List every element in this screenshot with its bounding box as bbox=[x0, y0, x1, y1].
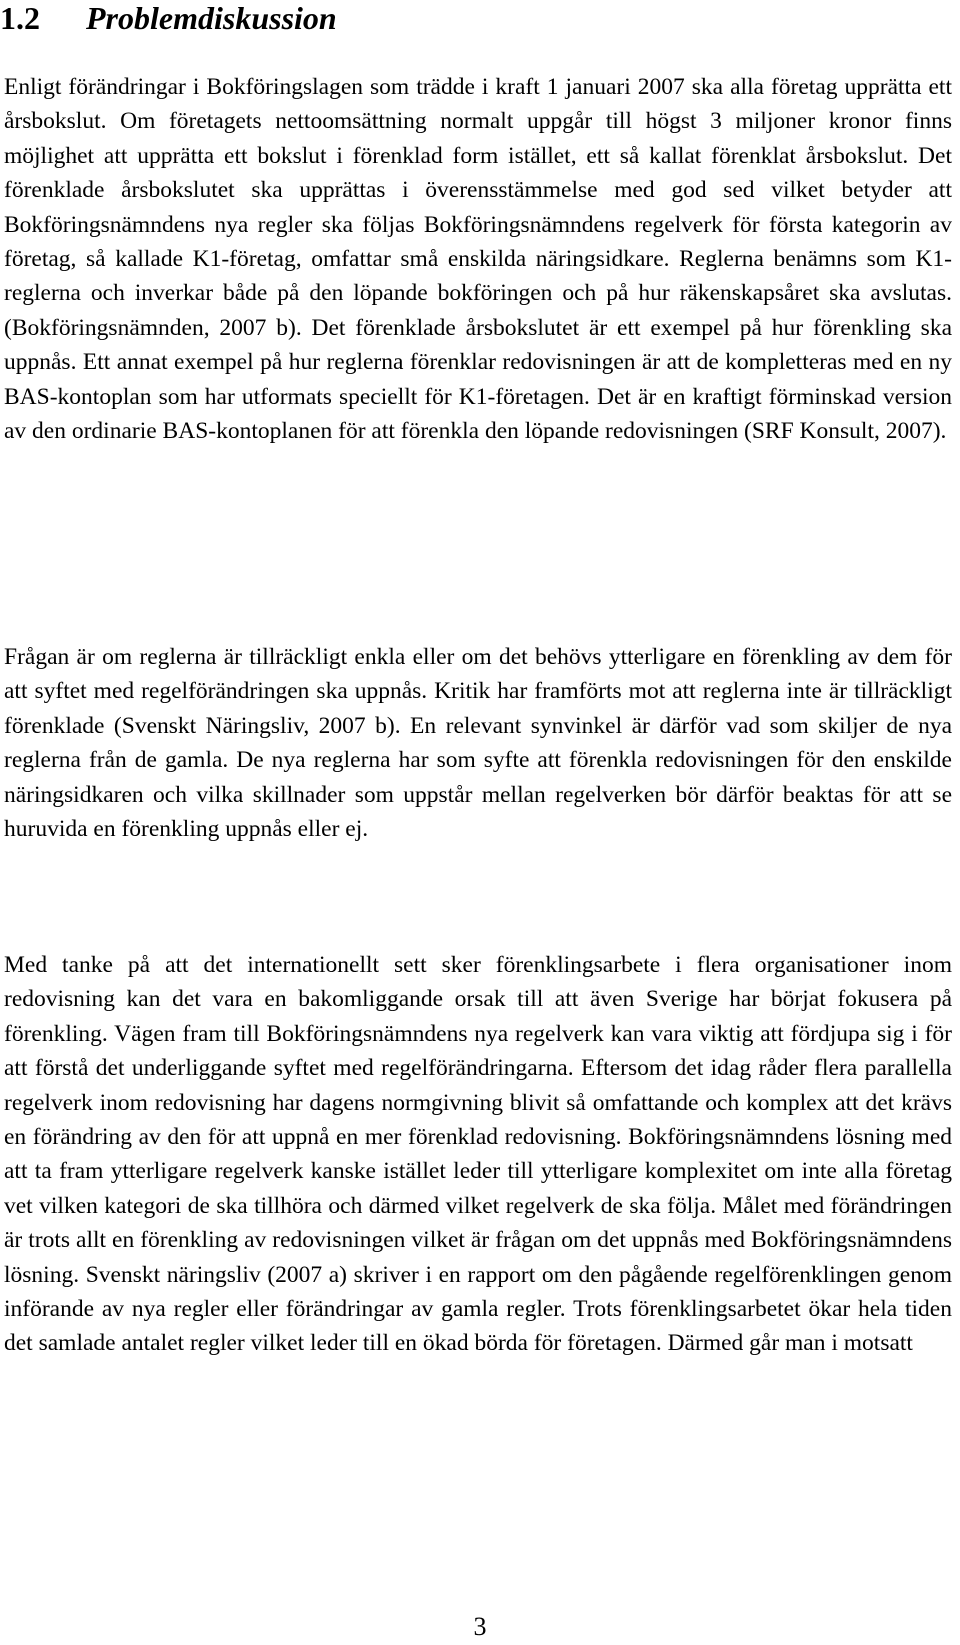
paragraph-1: Enligt förändringar i Bokföringslagen som trädde i kraft 1 januari 2007 ska alla företag upprätta ett årsbokslut. Om företagets nettoomsättning normalt uppgår till högst 3 miljoner kronor finns möjlighet att upprätta ett bokslut i förenklad form istället, ett så kallat förenklat årsbokslut. Det förenklade årsbokslutet ska upprättas i överensstämmelse med god sed vilket betyder att Bokföringsnämndens nya regler ska följas Bokföringsnämndens regelverk för första kategorin av företag, så kallade K1-företag, omfattar små enskilda näringsidkare. Reglerna benämns som K1-reglerna och inverkar både på den löpande bokföringen och på hur räkenskapsåret ska avslutas. (Bokföringsnämnden, 2007 b). Det förenklade årsbokslutet är ett exempel på hur förenkling ska uppnås. Ett annat exempel på hur reglerna förenklar redovisningen är att de kompletteras med en ny BAS-kontoplan som har utformats speciellt för K1-företagen. Det är en kraftigt förminskad version av den ordinarie BAS-kontoplanen för att förenkla den löpande redovisningen (SRF Konsult, 2007). bbox=[4, 74, 952, 445]
page-number: 3 bbox=[473, 1612, 487, 1641]
section-heading bbox=[0, 0, 337, 36]
paragraph-2: Frågan är om reglerna är tillräckligt enkla eller om det behövs ytterligare en förenkling av dem för att syftet med regelförändringen ska uppnås. Kritik har framförts mot att reglerna inte är tillräckligt förenklade (Svenskt Näringsliv, 2007 b). En relevant synvinkel är därför vad som skiljer de nya reglerna från de gamla. De nya reglerna har som syfte att förenkla redovisningen för den enskilde näringsidkaren och vilka skillnader som uppstår mellan regelverken bör därför beaktas för att se huruvida en förenkling uppnås eller ej. bbox=[4, 644, 952, 843]
section-number: 1.2 bbox=[0, 0, 40, 36]
section-title: Problemdiskussion bbox=[86, 0, 337, 36]
paragraph-3: Med tanke på att det internationellt sett sker förenklingsarbete i flera organisationer inom redovisning kan det vara en bakomliggande orsak till att även Sverige har börjat fokusera på förenkling. Vägen fram till Bokföringsnämndens nya regelverk kan vara viktig att fördjupa sig i för att förstå det underliggande syftet med regelförändringarna. Eftersom det idag råder flera parallella regelverk inom redovisning har dagens normgivning blivit så omfattande och komplex att det krävs en förändring av den för att uppnå en mer förenklad redovisning. Bokföringsnämndens lösning med att ta fram ytterligare regelverk kanske istället leder till ytterligare komplexitet om inte alla företag vet vilken kategori de ska tillhöra och därmed vilket regelverk de ska följa. Målet med förändringen är trots allt en förenkling av redovisningen vilket är frågan om det uppnås med Bokföringsnämndens lösning. Svenskt näringsliv (2007 a) skriver i en rapport om den pågående regelförenklingen genom införande av nya regler eller förändringar av gamla regler. Trots förenklingsarbetet ökar hela tiden det samlade antalet regler vilket leder till en ökad börda för företagen. Därmed går man i motsatt bbox=[4, 952, 952, 1357]
